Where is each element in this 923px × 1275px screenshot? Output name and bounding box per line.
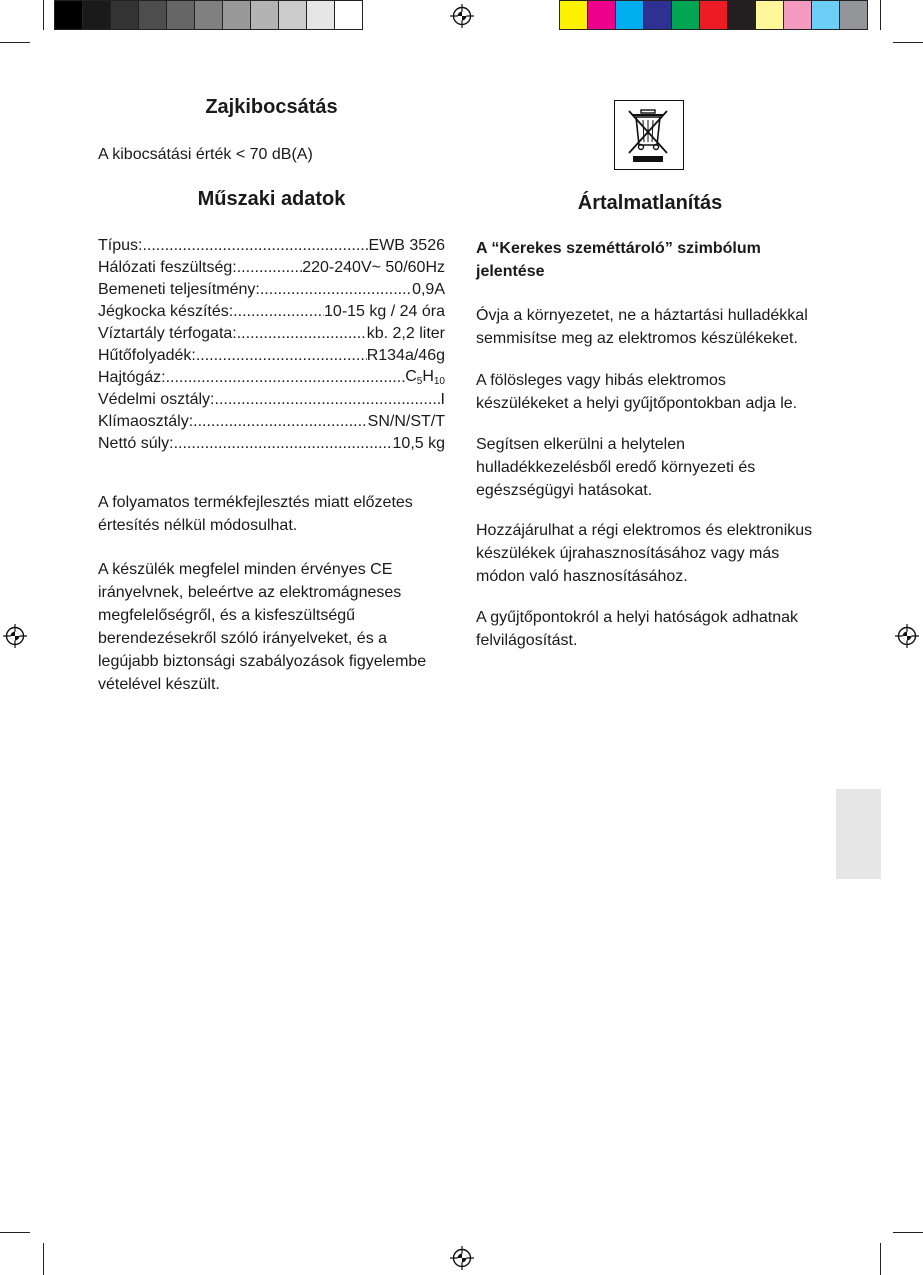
spec-row-net-weight — [98, 431, 445, 453]
symbol-meaning-subtitle: A “Kerekes szeméttároló” szimbólum jelentése — [476, 240, 761, 280]
color-swatch — [728, 1, 756, 29]
development-notice: A folyamatos termékfejlesztés miatt előzetes értesítés nélkül módosulhat. — [98, 494, 413, 534]
spec-row-voltage — [98, 255, 445, 277]
spec-value: SN/N/ST/T — [367, 413, 445, 430]
color-swatch — [616, 1, 644, 29]
crop-mark — [893, 42, 923, 43]
gray-swatch — [223, 1, 251, 29]
crop-mark — [893, 1232, 923, 1233]
spec-label: Védelmi osztály: — [98, 391, 215, 408]
disposal-paragraph: Hozzájárulhat a régi elektromos és elektronikus készülékek újrahasznosításához vagy más módon való hasznosításához. — [476, 522, 813, 585]
spec-label: Hálózati feszültség: — [98, 259, 237, 276]
spec-value: R134a/46g — [366, 347, 445, 364]
spec-value: EWB 3526 — [368, 237, 445, 254]
spec-value: 10,5 kg — [392, 435, 445, 452]
spec-label: Hajtógáz: — [98, 369, 166, 386]
spec-list — [98, 233, 445, 453]
registration-mark-icon — [450, 1246, 474, 1270]
color-swatch — [700, 1, 728, 29]
noise-heading: Zajkibocsátás — [205, 96, 338, 118]
spec-value: kb. 2,2 liter — [366, 325, 445, 342]
gray-swatch — [55, 1, 83, 29]
gray-swatch — [83, 1, 111, 29]
spec-row-propellant — [98, 365, 445, 387]
color-swatch — [812, 1, 840, 29]
color-swatch — [672, 1, 700, 29]
spec-label: Bemeneti teljesítmény: — [98, 281, 260, 298]
weee-bin-icon — [614, 100, 684, 170]
gray-swatch — [139, 1, 167, 29]
grayscale-bar — [54, 0, 363, 30]
crop-mark — [0, 1232, 30, 1233]
gray-swatch — [307, 1, 335, 29]
spec-value: 0,9A — [412, 281, 445, 298]
spec-label: Jégkocka készítés: — [98, 303, 234, 320]
gray-swatch — [335, 1, 362, 29]
side-tab — [836, 789, 881, 879]
spec-value: $C_5H_{10}$ — [405, 368, 445, 387]
crop-mark — [0, 42, 30, 43]
gray-swatch — [167, 1, 195, 29]
spec-label: Hűtőfolyadék: — [98, 347, 196, 364]
color-swatch — [840, 1, 867, 29]
ce-compliance-text: A készülék megfelel minden érvényes CE irányelvnek, beleértve az elektromágneses megfelelőségről, és a kisfeszültségű berendezésekről szóló irányelveket, és a legújabb biztonsági szabályozások figyelembe vételével készült. — [98, 561, 427, 693]
crop-mark — [43, 0, 44, 30]
disposal-paragraph: A fölösleges vagy hibás elektromos készülékeket a helyi gyűjtőpontokban adja le. — [476, 372, 798, 412]
disposal-paragraph: Óvja a környezetet, ne a háztartási hulladékkal semmisítse meg az elektromos készülékeket. — [476, 307, 808, 347]
gray-swatch — [195, 1, 223, 29]
registration-mark-icon — [895, 624, 919, 648]
spec-value: 220-240V~ 50/60Hz — [302, 259, 445, 276]
color-swatch — [784, 1, 812, 29]
color-swatch — [560, 1, 588, 29]
registration-mark-icon — [450, 4, 474, 28]
spec-label: Nettó súly: — [98, 435, 174, 452]
spec-label: Típus: — [98, 237, 143, 254]
crop-mark — [43, 1243, 44, 1275]
spec-row-ice-production — [98, 299, 445, 321]
disposal-heading: Ártalmatlanítás — [577, 192, 723, 214]
disposal-paragraph: Segítsen elkerülni a helytelen hulladékkezelésből eredő környezeti és egészségügyi hatásokat. — [476, 436, 756, 499]
color-bar — [559, 0, 868, 30]
spec-label: Klímaosztály: — [98, 413, 194, 430]
disposal-paragraph: A gyűjtőpontokról a helyi hatóságok adhatnak felvilágosítást. — [476, 609, 799, 649]
crop-mark — [880, 1243, 881, 1275]
gray-swatch — [279, 1, 307, 29]
spec-row-input-power — [98, 277, 445, 299]
crop-mark — [880, 0, 881, 30]
gray-swatch — [251, 1, 279, 29]
spec-row-protection-class — [98, 387, 445, 409]
registration-mark-icon — [3, 624, 27, 648]
spec-label: Víztartály térfogata: — [98, 325, 237, 342]
spec-row-type — [98, 233, 445, 255]
spec-row-climate-class — [98, 409, 445, 431]
noise-text: A kibocsátási érték < 70 dB(A) — [98, 146, 313, 163]
spec-value: 10-15 kg / 24 óra — [324, 303, 445, 320]
color-swatch — [588, 1, 616, 29]
spec-value: I — [440, 391, 445, 408]
spec-row-refrigerant — [98, 343, 445, 365]
color-swatch — [644, 1, 672, 29]
spec-row-tank-volume — [98, 321, 445, 343]
color-swatch — [756, 1, 784, 29]
tech-data-heading: Műszaki adatok — [197, 188, 346, 210]
gray-swatch — [111, 1, 139, 29]
